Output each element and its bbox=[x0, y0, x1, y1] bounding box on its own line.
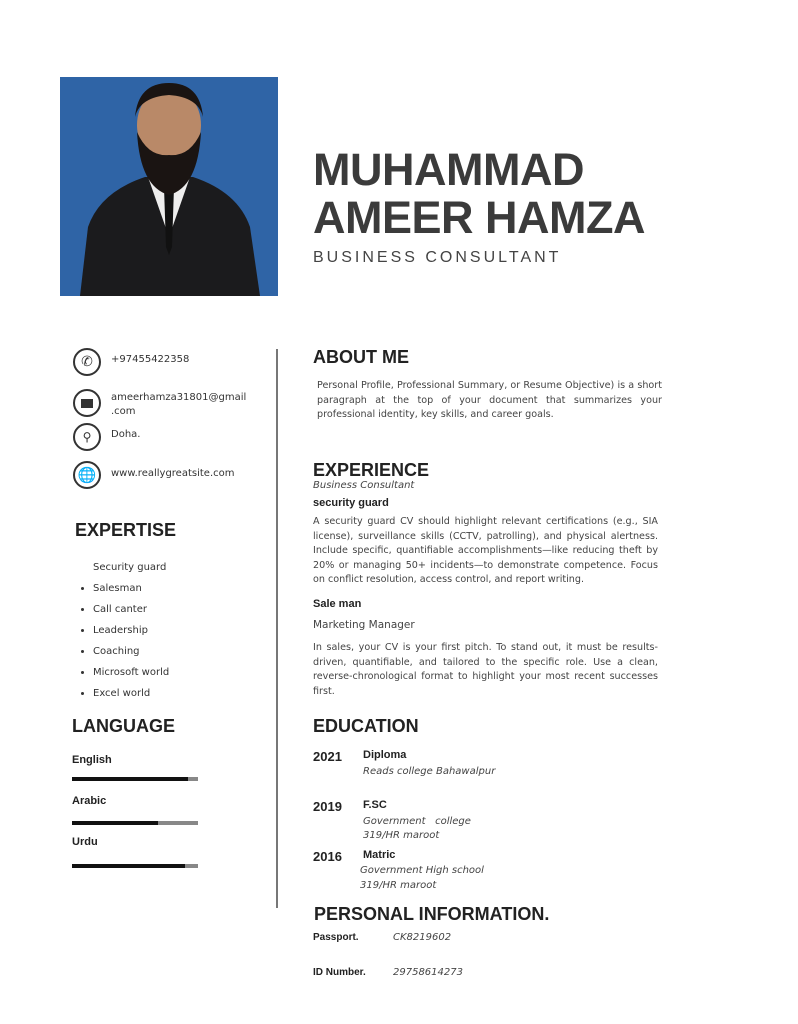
personal-info-heading: PERSONAL INFORMATION. bbox=[314, 904, 550, 924]
id-number-label: ID Number. bbox=[313, 967, 366, 978]
education-degree: Diploma bbox=[363, 749, 407, 761]
language-name: English bbox=[72, 754, 112, 766]
expertise-list bbox=[80, 557, 169, 704]
education-school-location: 319/HR maroot bbox=[360, 880, 437, 891]
language-level-bar bbox=[72, 864, 198, 868]
education-school-location: 319/HR maroot bbox=[363, 830, 440, 841]
phone-icon: ✆ bbox=[73, 348, 101, 376]
education-year: 2019 bbox=[313, 799, 342, 814]
location-icon: ⚲ bbox=[73, 423, 101, 451]
language-name: Urdu bbox=[72, 836, 98, 848]
education-heading: EDUCATION bbox=[313, 716, 419, 736]
about-heading: ABOUT ME bbox=[313, 347, 409, 367]
column-divider bbox=[276, 349, 278, 908]
list-item: Security guard bbox=[93, 562, 167, 573]
job-title: BUSINESS CONSULTANT bbox=[313, 249, 562, 266]
profile-photo bbox=[60, 77, 278, 296]
job-description: A security guard CV should highlight relevant certifications (e.g., SIA license), surveillance skills (CCTV, patrolling), and physical alertness. Include specific, quantifiable accomplishments—like reducing theft by 20% or managing 50+ incidents—to demonstrate competence. Focus on conflict resolution, access control, and report writing. bbox=[313, 516, 658, 585]
phone-number: +97455422358 bbox=[111, 354, 190, 365]
id-number-value: 29758614273 bbox=[393, 967, 463, 978]
about-text: Personal Profile, Professional Summary, or Resume Objective) is a short paragraph at the top of your document that summarizes your professional identity, key skills, and career goals. bbox=[317, 380, 662, 420]
education-school: Reads college Bahawalpur bbox=[363, 766, 496, 777]
list-item: Excel world bbox=[80, 683, 169, 704]
job-description: In sales, your CV is your first pitch. To stand out, it must be results-driven, quantifiable, and tailored to the specific role. Use a clean, reverse-chronological format to highlight your most recent successes first. bbox=[313, 642, 658, 697]
job-role: Marketing Manager bbox=[313, 619, 415, 631]
website: www.reallygreatsite.com bbox=[111, 468, 235, 479]
language-name: Arabic bbox=[72, 795, 107, 807]
language-heading: LANGUAGE bbox=[72, 716, 175, 736]
passport-label: Passport. bbox=[313, 932, 359, 943]
globe-icon: 🌐 bbox=[73, 461, 101, 489]
experience-heading: EXPERIENCE bbox=[313, 460, 430, 480]
passport-value: CK8219602 bbox=[393, 932, 452, 943]
list-item: Salesman bbox=[80, 578, 169, 599]
expertise-heading: EXPERTISE bbox=[75, 520, 177, 540]
language-level-bar bbox=[72, 777, 198, 781]
list-item: Leadership bbox=[80, 620, 169, 641]
job-title: security guard bbox=[313, 497, 389, 509]
list-item: Coaching bbox=[80, 641, 169, 662]
location: Doha. bbox=[111, 429, 141, 440]
experience-subtitle: Business Consultant bbox=[313, 480, 415, 491]
list-item: Call canter bbox=[80, 599, 169, 620]
email-icon bbox=[73, 389, 101, 417]
job-title: Sale man bbox=[313, 598, 362, 610]
language-level-bar bbox=[72, 821, 198, 825]
education-school: Government High school bbox=[360, 865, 484, 876]
education-degree: Matric bbox=[363, 849, 396, 861]
list-item: Microsoft world bbox=[80, 662, 169, 683]
education-year: 2016 bbox=[313, 849, 342, 864]
education-school: Government college bbox=[363, 816, 471, 827]
education-year: 2021 bbox=[313, 749, 342, 764]
email-address: ameerhamza31801@gmail .com bbox=[111, 392, 247, 417]
full-name: MUHAMMAD AMEER HAMZA bbox=[313, 144, 645, 243]
education-degree: F.SC bbox=[363, 799, 387, 811]
